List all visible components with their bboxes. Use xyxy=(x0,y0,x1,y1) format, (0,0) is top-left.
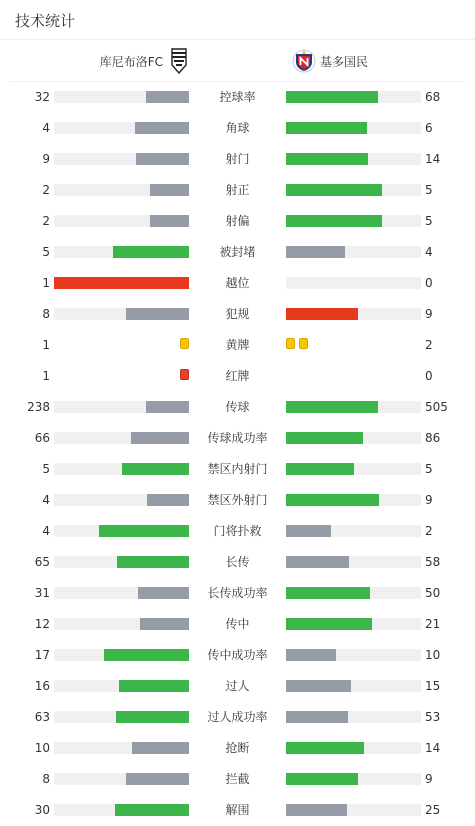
home-bar-fill xyxy=(150,215,189,227)
home-bar-fill xyxy=(99,525,189,537)
home-bar-track xyxy=(54,432,189,444)
home-value: 8 xyxy=(42,772,50,786)
home-cards xyxy=(180,338,189,351)
team-header xyxy=(10,40,465,82)
stat-label: 过人成功率 xyxy=(207,710,268,724)
away-value: 86 xyxy=(425,431,441,445)
stat-row xyxy=(0,360,475,391)
home-value: 32 xyxy=(34,90,50,104)
home-value: 4 xyxy=(42,493,50,507)
home-bar-track xyxy=(54,742,189,754)
away-bar-fill xyxy=(286,680,351,692)
home-bar-track xyxy=(54,804,189,816)
home-bar-track xyxy=(54,246,189,258)
away-value: 9 xyxy=(425,772,433,786)
stat-row xyxy=(0,422,475,453)
home-bar-fill xyxy=(104,649,189,661)
home-cards xyxy=(180,369,189,382)
stat-label: 传中 xyxy=(225,617,250,631)
stat-label: 控球率 xyxy=(219,90,256,104)
stat-label: 射门 xyxy=(225,152,250,166)
home-bar-fill xyxy=(146,91,189,103)
yellow-card-icon xyxy=(180,338,189,349)
home-bar-fill xyxy=(131,432,189,444)
stat-row xyxy=(0,267,475,298)
home-bar-track xyxy=(54,556,189,568)
away-bar-fill xyxy=(286,742,364,754)
away-bar-track xyxy=(286,308,421,320)
away-value: 2 xyxy=(425,338,433,352)
stat-row xyxy=(0,763,475,794)
home-bar-fill xyxy=(126,308,189,320)
away-bar-fill xyxy=(286,773,358,785)
stat-label: 传中成功率 xyxy=(207,648,268,662)
stats-list xyxy=(0,81,475,825)
home-value: 1 xyxy=(42,338,50,352)
home-bar-fill xyxy=(117,556,189,568)
stat-row xyxy=(0,81,475,112)
away-bar-fill xyxy=(286,804,347,816)
home-bar-fill xyxy=(54,277,189,289)
away-team-name: 基多国民 xyxy=(320,54,369,69)
away-value: 0 xyxy=(425,276,433,290)
away-bar-track xyxy=(286,494,421,506)
away-bar-fill xyxy=(286,184,382,196)
stat-row xyxy=(0,205,475,236)
home-bar-fill xyxy=(146,401,189,413)
stat-row xyxy=(0,794,475,825)
stat-label: 黄牌 xyxy=(225,338,250,352)
home-bar-track xyxy=(54,122,189,134)
away-bar-track xyxy=(286,401,421,413)
away-bar-fill xyxy=(286,556,349,568)
home-team-logo-icon xyxy=(171,48,187,74)
away-value: 6 xyxy=(425,121,433,135)
stat-label: 被封堵 xyxy=(219,245,256,259)
home-value: 2 xyxy=(42,183,50,197)
yellow-card-icon xyxy=(286,338,295,349)
home-value: 63 xyxy=(34,710,50,724)
stat-label: 解围 xyxy=(225,803,250,817)
home-bar-track xyxy=(54,215,189,227)
home-value: 238 xyxy=(27,400,50,414)
stat-label: 过人 xyxy=(225,679,250,693)
home-value: 16 xyxy=(34,679,50,693)
home-bar-track xyxy=(54,680,189,692)
away-value: 5 xyxy=(425,214,433,228)
stat-label: 红牌 xyxy=(225,369,250,383)
page-title: 技术统计 xyxy=(15,12,76,30)
stat-row xyxy=(0,484,475,515)
home-bar-track xyxy=(54,618,189,630)
stat-row xyxy=(0,112,475,143)
home-bar-track xyxy=(54,494,189,506)
stat-label: 传球 xyxy=(225,400,250,414)
home-value: 17 xyxy=(34,648,50,662)
yellow-card-icon xyxy=(299,338,308,349)
stat-row xyxy=(0,515,475,546)
home-value: 4 xyxy=(42,524,50,538)
home-bar-track xyxy=(54,649,189,661)
stat-row xyxy=(0,732,475,763)
away-bar-fill xyxy=(286,246,345,258)
home-value: 1 xyxy=(42,369,50,383)
home-bar-fill xyxy=(116,711,189,723)
home-bar-fill xyxy=(132,742,189,754)
stat-row xyxy=(0,298,475,329)
away-bar-track xyxy=(286,680,421,692)
away-bar-fill xyxy=(286,649,336,661)
away-team-logo-icon xyxy=(292,49,316,73)
away-bar-track xyxy=(286,122,421,134)
home-value: 4 xyxy=(42,121,50,135)
stat-label: 射正 xyxy=(225,183,250,197)
home-value: 2 xyxy=(42,214,50,228)
home-bar-fill xyxy=(140,618,189,630)
stat-label: 长传成功率 xyxy=(207,586,268,600)
stat-row xyxy=(0,391,475,422)
home-value: 66 xyxy=(34,431,50,445)
away-bar-track xyxy=(286,463,421,475)
home-bar-track xyxy=(54,91,189,103)
away-bar-fill xyxy=(286,215,382,227)
stat-row xyxy=(0,639,475,670)
away-bar-track xyxy=(286,525,421,537)
away-bar-track xyxy=(286,556,421,568)
away-bar-fill xyxy=(286,91,378,103)
away-bar-track xyxy=(286,773,421,785)
stat-row xyxy=(0,577,475,608)
home-bar-fill xyxy=(150,184,189,196)
away-value: 21 xyxy=(425,617,441,631)
stat-label: 禁区外射门 xyxy=(207,493,268,507)
away-value: 5 xyxy=(425,462,433,476)
away-value: 53 xyxy=(425,710,441,724)
home-bar-fill xyxy=(147,494,189,506)
home-value: 65 xyxy=(34,555,50,569)
home-bar-track xyxy=(54,153,189,165)
away-bar-fill xyxy=(286,308,358,320)
home-value: 10 xyxy=(34,741,50,755)
away-bar-fill xyxy=(286,432,363,444)
home-bar-fill xyxy=(138,587,189,599)
stat-label: 犯规 xyxy=(225,307,250,321)
home-bar-track xyxy=(54,525,189,537)
home-value: 8 xyxy=(42,307,50,321)
away-bar-track xyxy=(286,153,421,165)
stat-label: 长传 xyxy=(225,555,250,569)
home-bar-fill xyxy=(113,246,189,258)
home-value: 9 xyxy=(42,152,50,166)
stat-label: 门将扑救 xyxy=(213,524,262,538)
away-bar-fill xyxy=(286,494,379,506)
stat-row xyxy=(0,608,475,639)
away-value: 10 xyxy=(425,648,441,662)
home-value: 5 xyxy=(42,462,50,476)
away-bar-fill xyxy=(286,401,378,413)
away-bar-track xyxy=(286,91,421,103)
red-card-icon xyxy=(180,369,189,380)
away-value: 58 xyxy=(425,555,441,569)
away-value: 5 xyxy=(425,183,433,197)
away-bar-track xyxy=(286,587,421,599)
away-bar-track xyxy=(286,246,421,258)
away-bar-track xyxy=(286,184,421,196)
away-value: 4 xyxy=(425,245,433,259)
stat-row xyxy=(0,143,475,174)
stat-label: 角球 xyxy=(225,121,250,135)
away-value: 15 xyxy=(425,679,441,693)
stat-label: 抢断 xyxy=(225,741,250,755)
away-bar-fill xyxy=(286,463,354,475)
stat-row xyxy=(0,236,475,267)
home-bar-track xyxy=(54,184,189,196)
away-bar-track xyxy=(286,649,421,661)
away-bar-fill xyxy=(286,525,331,537)
away-value: 9 xyxy=(425,307,433,321)
home-bar-fill xyxy=(135,122,189,134)
home-bar-track xyxy=(54,773,189,785)
away-bar-track xyxy=(286,618,421,630)
away-value: 14 xyxy=(425,741,441,755)
away-value: 25 xyxy=(425,803,441,817)
away-bar-track xyxy=(286,711,421,723)
away-bar-track xyxy=(286,215,421,227)
home-bar-fill xyxy=(122,463,190,475)
stat-row xyxy=(0,670,475,701)
stat-row xyxy=(0,453,475,484)
home-bar-fill xyxy=(119,680,189,692)
away-bar-fill xyxy=(286,587,370,599)
away-bar-fill xyxy=(286,618,372,630)
stat-label: 传球成功率 xyxy=(207,431,268,445)
away-value: 2 xyxy=(425,524,433,538)
home-value: 12 xyxy=(34,617,50,631)
away-value: 68 xyxy=(425,90,441,104)
home-bar-track xyxy=(54,401,189,413)
stat-row xyxy=(0,174,475,205)
home-bar-track xyxy=(54,308,189,320)
stat-label: 禁区内射门 xyxy=(207,462,268,476)
home-bar-track xyxy=(54,587,189,599)
away-bar-fill xyxy=(286,153,368,165)
away-value: 50 xyxy=(425,586,441,600)
away-value: 0 xyxy=(425,369,433,383)
away-value: 505 xyxy=(425,400,448,414)
header xyxy=(0,0,475,40)
away-bar-track xyxy=(286,277,421,289)
away-bar-track xyxy=(286,742,421,754)
home-team-name: 库尼布洛FC xyxy=(99,54,163,69)
home-value: 31 xyxy=(34,586,50,600)
home-bar-fill xyxy=(115,804,189,816)
stat-row xyxy=(0,701,475,732)
away-value: 9 xyxy=(425,493,433,507)
away-cards xyxy=(286,338,308,351)
away-team[interactable] xyxy=(292,40,368,82)
away-bar-track xyxy=(286,432,421,444)
home-value: 1 xyxy=(42,276,50,290)
stat-label: 射偏 xyxy=(225,214,250,228)
home-bar-track xyxy=(54,463,189,475)
away-bar-fill xyxy=(286,711,348,723)
stat-row xyxy=(0,329,475,360)
away-value: 14 xyxy=(425,152,441,166)
stat-label: 拦截 xyxy=(225,772,250,786)
home-value: 5 xyxy=(42,245,50,259)
away-bar-track xyxy=(286,804,421,816)
stat-row xyxy=(0,546,475,577)
stat-label: 越位 xyxy=(225,276,250,290)
home-value: 30 xyxy=(34,803,50,817)
home-bar-fill xyxy=(136,153,189,165)
home-team[interactable] xyxy=(100,40,187,82)
home-bar-fill xyxy=(126,773,189,785)
home-bar-track xyxy=(54,277,189,289)
home-bar-track xyxy=(54,711,189,723)
away-bar-fill xyxy=(286,122,367,134)
